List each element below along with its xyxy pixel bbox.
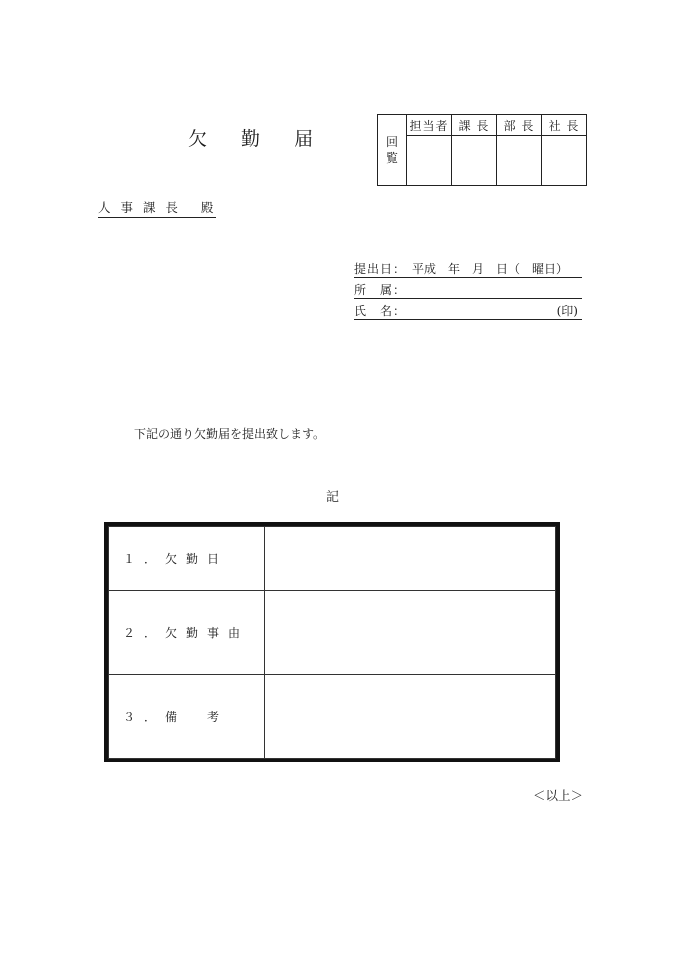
details-table — [104, 522, 560, 762]
submit-date-field[interactable] — [354, 260, 582, 278]
absence-reason-cell[interactable] — [265, 591, 556, 675]
name-field[interactable] — [354, 302, 582, 320]
approval-header-president: 社 長 — [542, 115, 587, 136]
submit-date-label: 提出日： — [354, 262, 407, 276]
remarks-label: ３．備 考 — [109, 675, 265, 759]
approval-header-section-chief: 課 長 — [452, 115, 497, 136]
name-label: 氏 名： — [354, 304, 407, 318]
addressee-name: 人 事 課 長 — [98, 200, 181, 215]
submit-date-value: 平成 年 月 日（ 曜日） — [412, 262, 569, 276]
approval-side-label — [378, 115, 407, 186]
approval-table — [377, 114, 587, 186]
approval-side-label-1: 回 — [385, 135, 398, 149]
approval-stamp-department-head[interactable] — [497, 136, 542, 186]
absence-date-cell[interactable] — [265, 527, 556, 591]
ki-heading: 記 — [326, 490, 340, 505]
absence-reason-label: ２．欠勤事由 — [109, 591, 265, 675]
addressee — [98, 198, 216, 218]
approval-stamp-section-chief[interactable] — [452, 136, 497, 186]
seal-mark: (印) — [556, 304, 578, 318]
remarks-cell[interactable] — [265, 675, 556, 759]
intro-text: 下記の通り欠勤届を提出致します。 — [134, 427, 326, 441]
addressee-honorific: 殿 — [200, 200, 217, 215]
approval-stamp-staff[interactable] — [407, 136, 452, 186]
approval-side-label-2: 覧 — [385, 151, 398, 165]
absence-date-label: １．欠勤日 — [109, 527, 265, 591]
approval-stamp-president[interactable] — [542, 136, 587, 186]
closing-text: ＜以上＞ — [533, 788, 584, 803]
approval-header-department-head: 部 長 — [497, 115, 542, 136]
approval-header-staff: 担当者 — [407, 115, 452, 136]
department-field[interactable] — [354, 281, 582, 299]
page-title: 欠 勤 届 — [188, 128, 328, 150]
department-label: 所 属： — [354, 283, 407, 297]
